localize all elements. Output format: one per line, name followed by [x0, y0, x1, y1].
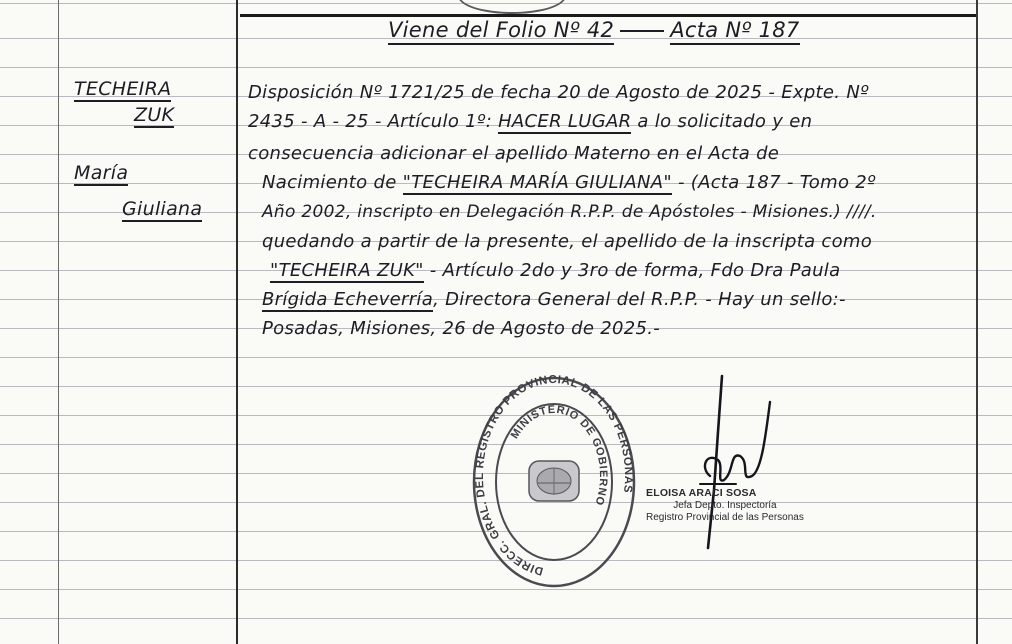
body-line-7-b: - Artículo 2do y 3ro de forma, Fdo Dra Paula	[429, 260, 841, 281]
margin-name-2: Giuliana	[122, 198, 203, 220]
folio-header	[388, 18, 800, 42]
body-line-5: Año 2002, inscripto en Delegación R.P.P. de Apóstoles - Misiones.) ////.	[262, 202, 877, 222]
left-frame-line	[58, 0, 59, 644]
body-line-8	[262, 289, 846, 310]
body-line-9: Posadas, Misiones, 26 de Agosto de 2025.-	[262, 318, 661, 339]
header-dash	[620, 30, 664, 32]
body-line-3: consecuencia adicionar el apellido Materno en el Acta de	[248, 143, 780, 164]
signatory-role: Jefa Depto. Inspectoría	[673, 500, 777, 511]
director-name: Brígida Echeverría	[262, 289, 434, 310]
body-line-4-c: - (Acta 187 - Tomo 2º	[677, 172, 876, 193]
body-line-8-b: , Directora General del R.P.P. - Hay un sello:-	[433, 289, 846, 310]
registrant-name: "TECHEIRA MARÍA GIULIANA"	[402, 172, 672, 193]
previous-stamp-edge	[458, 0, 566, 14]
header-rule	[240, 14, 976, 17]
signatory-name: ELOISA ARACI SOSA	[646, 487, 757, 499]
margin-name-1: María	[74, 162, 129, 184]
margin-surname-2: ZUK	[134, 104, 175, 126]
body-line-1: Disposición Nº 1721/25 de fecha 20 de Agosto de 2025 - Expte. Nº	[248, 82, 869, 103]
folio-reference: Viene del Folio Nº 42	[388, 18, 614, 45]
hacer-lugar: HACER LUGAR	[498, 111, 632, 132]
official-seal	[471, 373, 637, 591]
margin-surname-1: TECHEIRA	[74, 78, 172, 100]
body-line-7	[270, 260, 840, 281]
body-line-2-c: a lo solicitado y en	[637, 111, 813, 132]
new-surname: "TECHEIRA ZUK"	[270, 260, 424, 281]
body-line-6: quedando a partir de la presente, el apellido de la inscripta como	[262, 231, 873, 252]
body-line-2-a: 2435 - A - 25 - Artículo 1º:	[248, 111, 493, 132]
body-line-2	[248, 111, 812, 132]
body-line-4	[262, 172, 876, 193]
signatory-organization: Registro Provincial de las Personas	[646, 512, 804, 523]
seal-outer-text: DIRECC. GRAL. DEL REGISTRO PROVINCIAL DE LAS PERSONAS	[474, 373, 635, 577]
margin-line	[236, 0, 238, 644]
acta-number: Acta Nº 187	[670, 18, 799, 45]
handwritten-signature	[660, 372, 780, 552]
seal-inner-text: MINISTERIO DE GOBIERNO	[508, 403, 610, 508]
signature-block	[646, 487, 804, 523]
body-line-4-a: Nacimiento de	[262, 172, 397, 193]
coat-of-arms-icon	[529, 461, 579, 501]
right-frame-line	[976, 0, 978, 644]
